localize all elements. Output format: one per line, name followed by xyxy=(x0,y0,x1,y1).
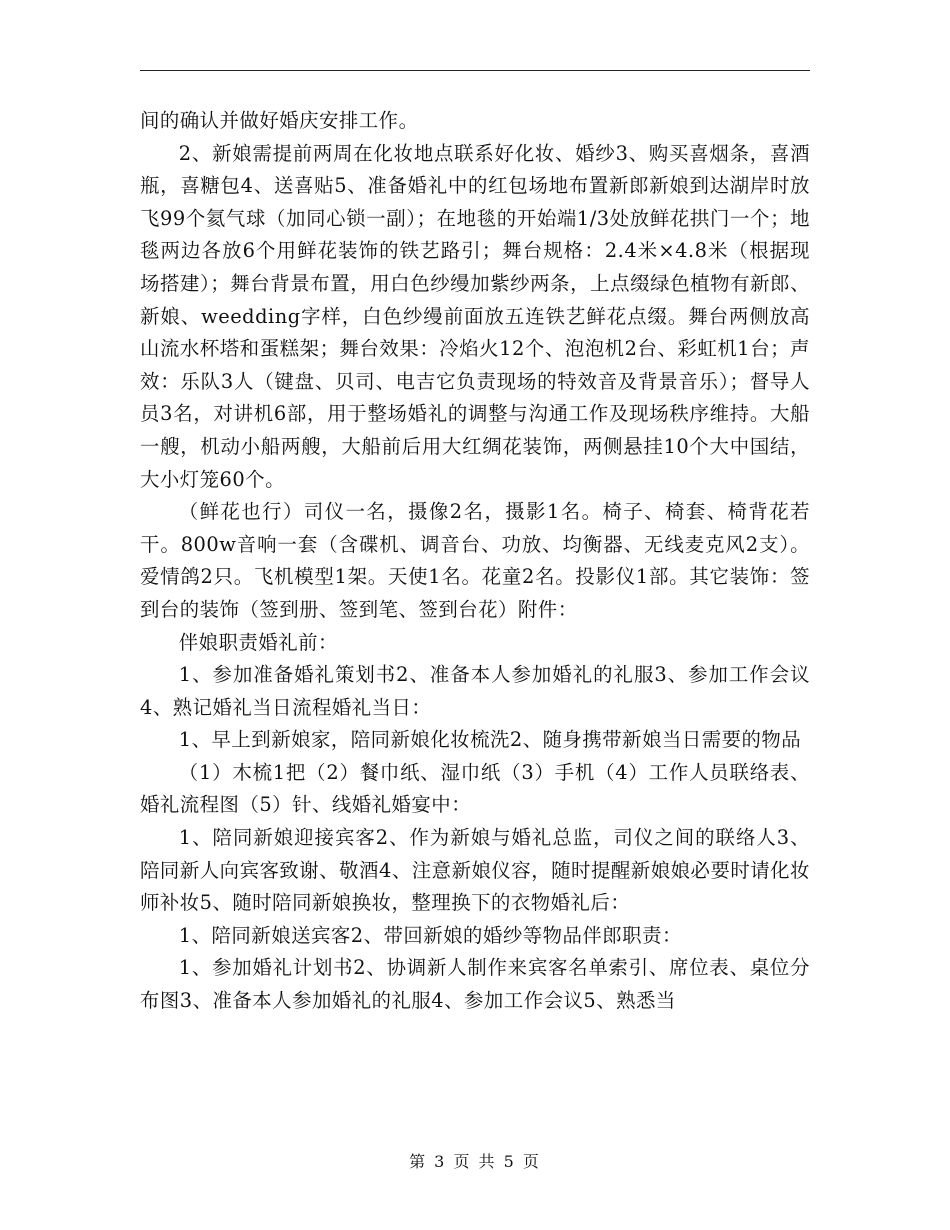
paragraph-2: 2、新娘需提前两周在化妆地点联系好化妆、婚纱3、购买喜烟条，喜酒瓶，喜糖包4、送喜贴5、准备婚礼中的红包场地布置新郎新娘到达湖岸时放飞99个氦气球（加同心锁一副）；在地毯的开始端1/3处放鲜花拱门一个；地毯两边各放6个用鲜花装饰的铁艺路引；舞台规格：2.4米×4.8米（根据现场搭建）；舞台背景布置，用白色纱缦加紫纱两条，上点缀绿色植物有新郎、新娘、weedding字样，白色纱缦前面放五连铁艺鲜花点缀。舞台两侧放高山流水杯塔和蛋糕架；舞台效果：冷焰火12个、泡泡机2台、彩虹机1台；声效：乐队3人（键盘、贝司、电吉它负责现场的特效音及背景音乐）；督导人员3名，对讲机6部，用于整场婚礼的调整与沟通工作及现场秩序维持。大船一艘，机动小船两艘，大船前后用大红绸花装饰，两侧悬挂10个大中国结，大小灯笼60个。 xyxy=(140,141,810,491)
paragraph-7: （1）木梳1把（2）餐巾纸、湿巾纸（3）手机（4）工作人员联络表、婚礼流程图（5）针、线婚礼婚宴中： xyxy=(140,760,810,817)
paragraph-9: 1、陪同新娘送宾客2、带回新娘的婚纱等物品伴郎职责： xyxy=(178,923,682,947)
paragraph-3: （鲜花也行）司仪一名，摄像2名，摄影1名。椅子、椅套、椅背花若干。800w音响一套（含碟机、调音台、功放、均衡器、无线麦克风2支）。爱情鸽2只。飞机模型1架。天使1名。花童2名。投影仪1部。其它装饰：签到台的装饰（签到册、签到笔、签到台花）附件： xyxy=(140,500,810,621)
paragraph-8: 1、陪同新娘迎接宾客2、作为新娘与婚礼总监，司仪之间的联络人3、陪同新人向宾客致谢、敬酒4、注意新娘仪容，随时提醒新娘娘必要时请化妆师补妆5、随时陪同新娘换妆，整理换下的衣物婚礼后： xyxy=(140,826,810,915)
paragraph-4: 伴娘职责婚礼前： xyxy=(178,630,338,654)
paragraph-6: 1、早上到新娘家，陪同新娘化妆梳洗2、随身携带新娘当日需要的物品 xyxy=(178,728,802,752)
paragraph-10: 1、参加婚礼计划书2、协调新人制作来宾客名单索引、席位表、桌位分布图3、准备本人参加婚礼的礼服4、参加工作会议5、熟悉当 xyxy=(140,956,810,1013)
document-body xyxy=(140,105,810,1018)
page-number: 第 3 页 共 5 页 xyxy=(409,1152,541,1171)
header-divider xyxy=(140,70,810,71)
paragraph-5: 1、参加准备婚礼策划书2、准备本人参加婚礼的礼服3、参加工作会议4、熟记婚礼当日流程婚礼当日： xyxy=(140,663,810,719)
paragraph-1: 间的确认并做好婚庆安排工作。 xyxy=(140,109,419,132)
